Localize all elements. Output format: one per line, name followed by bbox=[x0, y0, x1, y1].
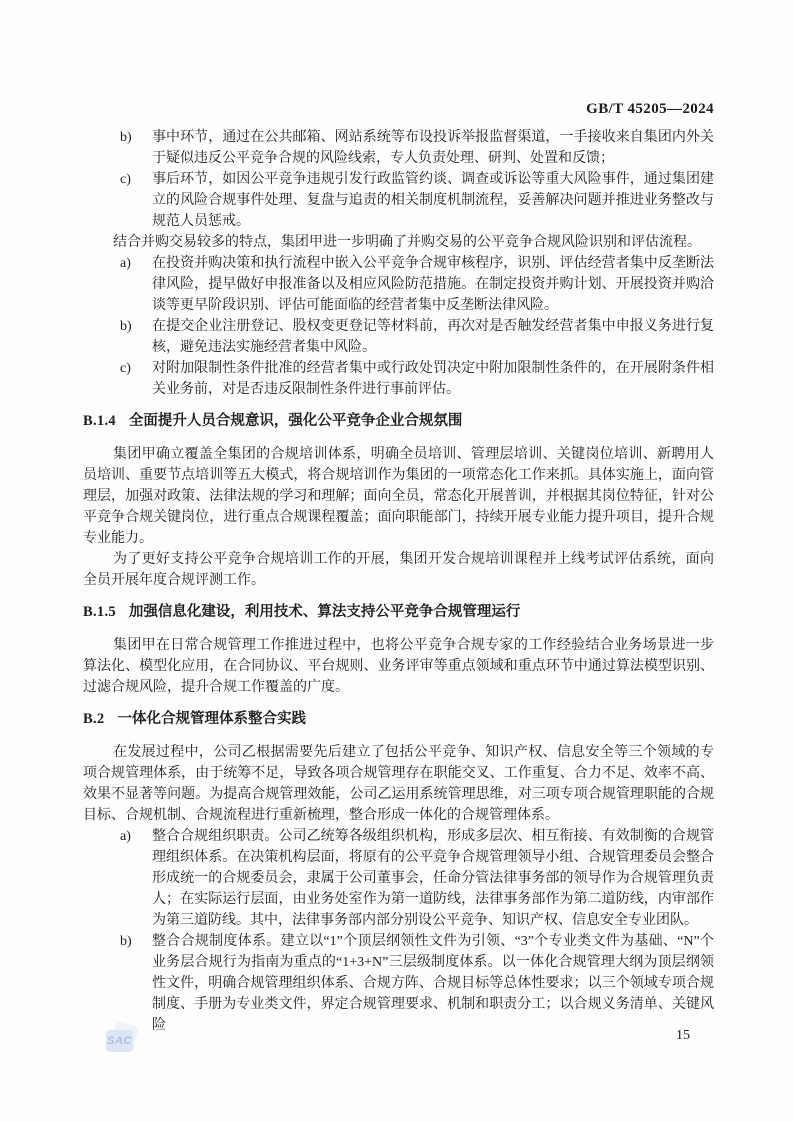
list-item bbox=[83, 127, 714, 169]
list-item-text: 在提交企业注册登记、股权变更登记等材料前，再次对是否触发经营者集中申报义务进行复核，避免违法实施经营者集中风险。 bbox=[152, 319, 714, 355]
clause-number: B.1.5 bbox=[83, 604, 116, 620]
watermark-text: SAC bbox=[107, 1035, 132, 1047]
watermark-front-square bbox=[106, 1030, 133, 1052]
clause-title: 加强信息化建设，利用技术、算法支持公平竞争合规管理运行 bbox=[128, 604, 521, 620]
paragraph: 集团甲确立覆盖全集团的合规培训体系，明确全员培训、管理层培训、关键岗位培训、新聘用人员培训、重要节点培训等五大模式，将合规培训作为集团的一项常态化工作来抓。具体实施上，面向管理层，加强对政策、法律法规的学习和理解；面向全员，常态化开展普训，并根据其岗位特征，针对公平竞争合规关键岗位，进行重点合规课程覆盖；面向职能部门，持续开展专业能力提升项目，提升合规专业能力。 bbox=[83, 447, 714, 546]
list-marker: c) bbox=[120, 361, 131, 376]
list-marker: b) bbox=[120, 934, 132, 949]
paragraph: 结合并购交易较多的特点，集团甲进一步明确了并购交易的公平竞争合规风险识别和评估流程。 bbox=[113, 235, 701, 250]
list-item bbox=[83, 316, 714, 358]
list-marker: a) bbox=[120, 829, 131, 844]
paragraph: 在发展过程中，公司乙根据需要先后建立了包括公平竞争、知识产权、信息安全等三个领域的专项合规管理体系，由于统筹不足，导致各项合规管理存在职能交叉、工作重复、合力不足、效率不高、效果不显著等问题。为提高合规管理效能，公司乙运用系统管理思维，对三项专项合规管理职能的合规目标、合规机制、合规流程进行重新梳理，整合形成一体化的合规管理体系。 bbox=[83, 745, 714, 823]
list-item bbox=[83, 358, 714, 400]
clause-title: 一体化合规管理体系整合实践 bbox=[117, 711, 306, 727]
list-item-text: 整合合规组织职责。公司乙统筹各级组织机构，形成多层次、相互衔接、有效制衡的合规管理组织体系。在决策机构层面，将原有的公平竞争合规管理领导小组、合规管理委员会整合形成统一的合规委员会，隶属于公司董事会，任命分管法律事务部的领导作为合规管理负责人；在实际运行层面，由业务处室作为第一道防线，法律事务部作为第二道防线，内审部作为第三道防线。其中，法律事务部内部分别设公平竞争、知识产权、信息安全专业团队。 bbox=[152, 829, 714, 928]
clause-number: B.1.4 bbox=[83, 413, 116, 429]
clause-heading-b2 bbox=[83, 709, 714, 730]
document-body bbox=[83, 127, 714, 1036]
list-item bbox=[83, 169, 714, 232]
list-marker: c) bbox=[120, 172, 131, 187]
clause-title: 全面提升人员合规意识，强化公平竞争企业合规氛围 bbox=[128, 413, 463, 429]
clause-number: B.2 bbox=[83, 711, 105, 727]
list-item-text: 事中环节，通过在公共邮箱、网站系统等布设投诉举报监督渠道，一手接收来自集团内外关于疑似违反公平竞争合规的风险线索，专人负责处理、研判、处置和反馈； bbox=[152, 130, 714, 166]
list-item bbox=[83, 253, 714, 316]
list-item-text: 在投资并购决策和执行流程中嵌入公平竞争合规审核程序，识别、评估经营者集中反垄断法律风险，提早做好申报准备以及相应风险防范措施。在制定投资并购计划、开展投资并购洽谈等更早阶段识别、评估可能面临的经营者集中反垄断法律风险。 bbox=[152, 256, 714, 313]
list-item bbox=[83, 826, 714, 931]
list-item-text: 对附加限制性条件批准的经营者集中或行政处罚决定中附加限制性条件的，在开展附条件相关业务前，对是否违反限制性条件进行事前评估。 bbox=[152, 361, 714, 397]
list-marker: b) bbox=[120, 319, 132, 334]
page-number: 15 bbox=[676, 1028, 690, 1043]
paragraph: 集团甲在日常合规管理工作推进过程中，也将公平竞争合规专家的工作经验结合业务场景进一步算法化、模型化应用，在合同协议、平台规则、业务评审等重点领域和重点环节中通过算法模型识别、过滤合规风险，提升合规工作覆盖的广度。 bbox=[83, 638, 714, 695]
list-item-text: 事后环节，如因公平竞争违规引发行政监管约谈、调查或诉讼等重大风险事件，通过集团建立的风险合规事件处理、复盘与追责的相关制度机制流程，妥善解决问题并推进业务整改与规范人员惩戒。 bbox=[152, 172, 714, 229]
clause-heading-b14 bbox=[83, 411, 714, 432]
list-marker: a) bbox=[120, 256, 131, 271]
list-item bbox=[83, 931, 714, 1036]
sac-watermark-logo bbox=[106, 1024, 140, 1058]
clause-heading-b15 bbox=[83, 602, 714, 623]
list-marker: b) bbox=[120, 130, 132, 145]
list-item-text: 整合合规制度体系。建立以“1”个顶层纲领性文件为引领、“3”个专业类文件为基础、“N”个业务层合规行为指南为重点的“1+3+N”三层级制度体系。以一体化合规管理大纲为顶层纲领性文件，明确合规管理组织体系、合规方阵、合规目标等总体性要求；以三个领域专项合规制度、手册为专业类文件，界定合规管理要求、机制和职责分工；以合规义务清单、关键风险 bbox=[152, 934, 714, 1033]
standard-number-header: GB/T 45205—2024 bbox=[586, 101, 714, 117]
paragraph: 为了更好支持公平竞争合规培训工作的开展，集团开发合规培训课程并上线考试评估系统，面向全员开展年度合规评测工作。 bbox=[83, 552, 714, 588]
